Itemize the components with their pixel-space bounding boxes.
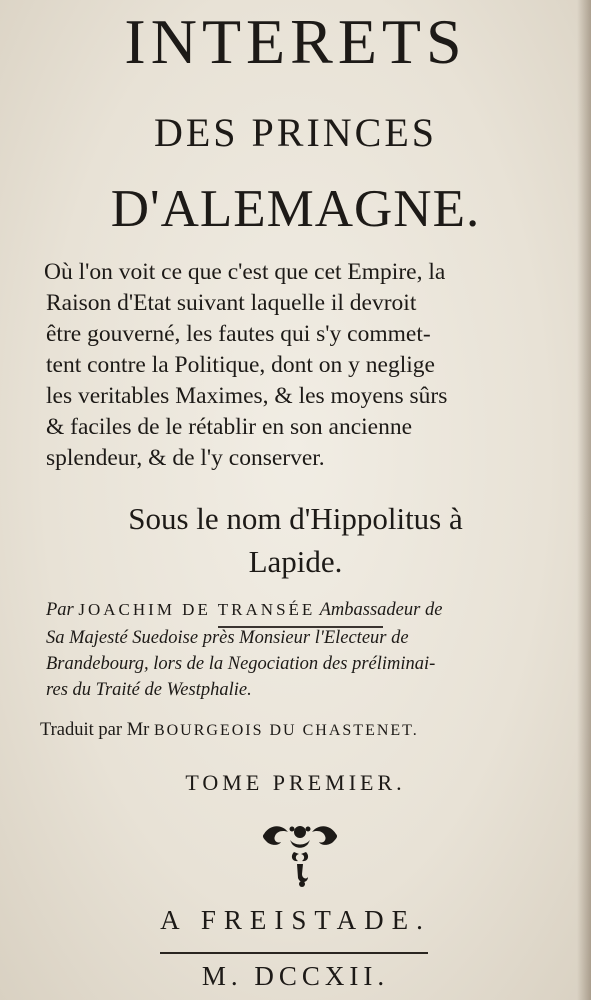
description-line: Raison d'Etat suivant laquelle il devroit bbox=[46, 290, 417, 316]
volume-label: TOME PREMIER. bbox=[185, 770, 406, 795]
author-par: Par bbox=[46, 600, 74, 620]
translator-prefix: Traduit par bbox=[40, 720, 123, 740]
title-line-1: INTERETS bbox=[124, 6, 467, 77]
description-line: les veritables Maximes, & les moyens sûrs bbox=[46, 383, 448, 409]
pseudonym-line-1: Sous le nom d'Hippolitus à bbox=[128, 501, 463, 536]
author-title: Ambassadeur de bbox=[319, 600, 443, 620]
translator-honorific: Mr bbox=[126, 720, 150, 740]
description-line: & faciles de le rétablir en son ancienne bbox=[46, 414, 413, 440]
author-line-2: Sa Majesté Suedoise près Monsieur l'Electeur de bbox=[46, 628, 409, 648]
description-line: être gouverné, les fautes qui s'y commet- bbox=[46, 321, 431, 347]
author-line-4: res du Traité de Westphalie. bbox=[46, 680, 252, 700]
author-line-1 bbox=[46, 598, 591, 622]
author-line-3: Brandebourg, lors de la Negociation des préliminai- bbox=[46, 654, 436, 674]
fleuron-ornament-icon bbox=[250, 820, 350, 890]
author-name: JOACHIM DE TRANSÉE bbox=[78, 600, 316, 619]
imprint-place: A FREISTADE. bbox=[160, 905, 431, 935]
title-line-3: D'ALEMAGNE. bbox=[110, 180, 481, 238]
imprint-rule bbox=[160, 952, 428, 954]
description-line: Où l'on voit ce que c'est que cet Empire, la bbox=[44, 259, 446, 285]
translator-line bbox=[40, 717, 591, 744]
imprint-year: M. DCCXII. bbox=[201, 961, 390, 991]
translator-name: BOURGEOIS DU CHASTENET. bbox=[153, 722, 419, 739]
description-line: splendeur, & de l'y conserver. bbox=[46, 445, 325, 471]
description-line: tent contre la Politique, dont on y neglige bbox=[46, 352, 435, 378]
pseudonym-line-2: Lapide. bbox=[248, 544, 343, 579]
title-line-2: DES PRINCES bbox=[153, 110, 438, 155]
